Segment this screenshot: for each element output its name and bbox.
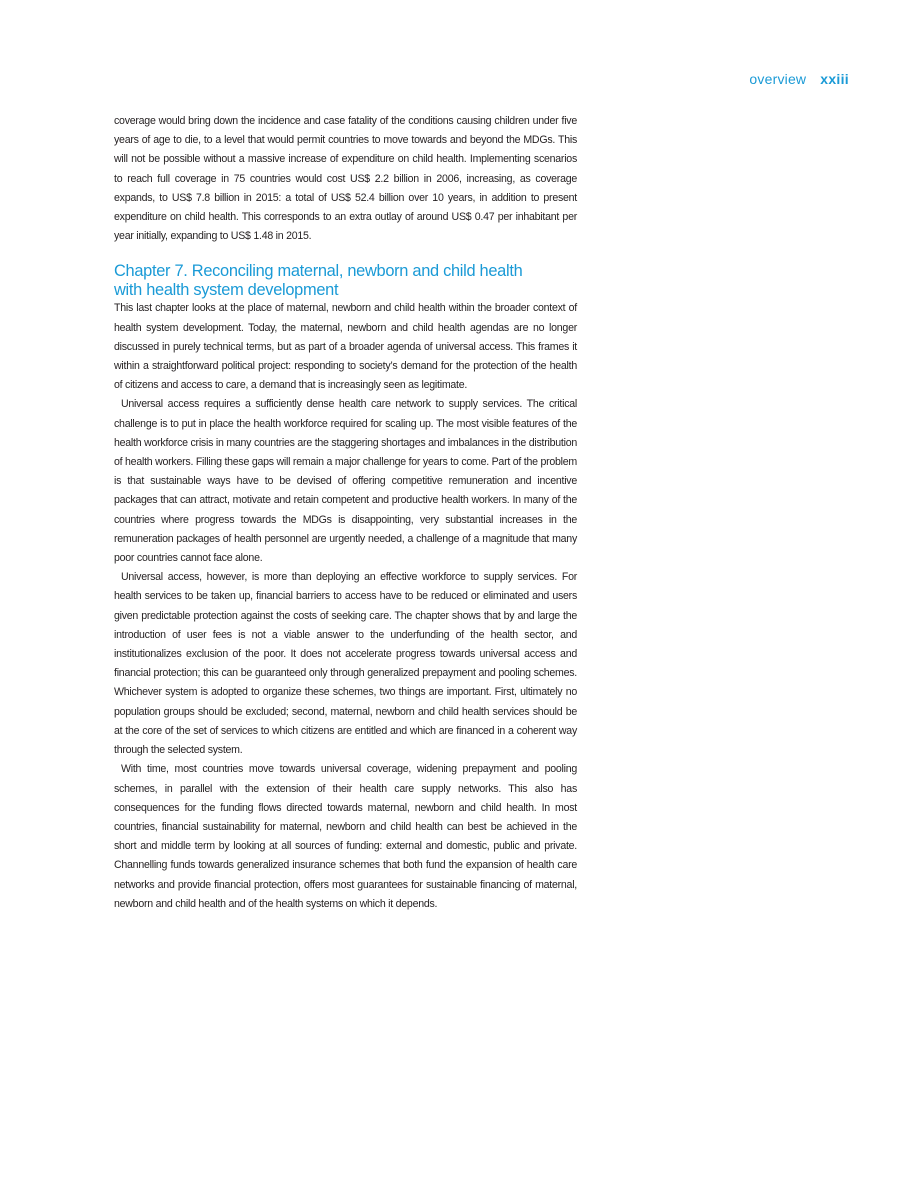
intro-paragraph: coverage would bring down the incidence and case fatality of the conditions causing children under five years of age to die, to a level that would permit countries to move towards and beyond the MDGs. This will not be possible without a massive increase of expenditure on child health. Implementing scenarios to reach full coverage in 75 countries would cost US$ 2.2 billion in 2006, increasing, as coverage expands, to US$ 7.8 billion in 2015: a total of US$ 52.4 billion over 10 years, in addition to present expenditure on child health. This corresponds to an extra outlay of around US$ 0.47 per inhabitant per year initially, expanding to US$ 1.48 in 2015.: [114, 115, 577, 243]
body-paragraph: Universal access, however, is more than deploying an effective workforce to supply services. For health services to be taken up, financial barriers to access have to be reduced or eliminated and users given predictable protection against the costs of seeking care. The chapter shows that by and large the introduction of user fees is not a viable answer to the underfunding of the health sector, and institutionalizes exclusion of the poor. It does not accelerate progress towards universal access and financial protection; this can be guaranteed only through generalized prepayment and pooling schemes. Whichever system is adopted to organize these schemes, two things are important. First, ultimately no population groups should be excluded; second, maternal, newborn and child health services should be at the core of the set of services to which citizens are entitled and which are financed in a coherent way through the selected system.: [114, 571, 577, 757]
section-title: overview: [749, 71, 807, 87]
body-paragraph: Universal access requires a sufficiently dense health care network to supply services. The critical challenge is to put in place the health workforce required for scaling up. The most visible features of the health workforce crisis in many countries are the staggering shortages and imbalances in the distribution of health workers. Filling these gaps will remain a major challenge for years to come. Part of the problem is that sustainable ways have to be devised of offering competitive remuneration and incentive packages that can attract, motivate and retain competent and productive health workers. In many of the countries where progress towards the MDGs is disappointing, very substantial increases in the remuneration packages of health personnel are urgently needed, a challenge of a magnitude that many poor countries cannot face alone.: [114, 398, 577, 565]
text-column: [114, 112, 577, 914]
running-header: [749, 70, 849, 88]
chapter-heading-line-1: Chapter 7. Reconciling maternal, newborn and child health: [114, 262, 523, 281]
page-number: xxiii: [820, 71, 849, 87]
chapter-heading: [114, 262, 577, 299]
body-paragraph: With time, most countries move towards universal coverage, widening prepayment and pooling schemes, in parallel with the extension of their health care supply networks. This also has consequences for the funding flows directed towards maternal, newborn and child health. In most countries, financial sustainability for maternal, newborn and child health can best be achieved in the short and middle term by looking at all sources of funding: external and domestic, public and private. Channelling funds towards generalized insurance schemes that both fund the expansion of health care networks and provide financial protection, offers most guarantees for sustainable financing of maternal, newborn and child health and of the health systems on which it depends.: [114, 763, 577, 910]
chapter-heading-line-2: with health system development: [114, 280, 339, 299]
body-paragraph: This last chapter looks at the place of maternal, newborn and child health within the broader context of health system development. Today, the maternal, newborn and child health agendas are no longer discussed in purely technical terms, but as part of a broader agenda of universal access. This frames it within a straightforward political project: responding to society’s demand for the protection of the health of citizens and access to care, a demand that is increasingly seen as legitimate.: [114, 302, 577, 392]
